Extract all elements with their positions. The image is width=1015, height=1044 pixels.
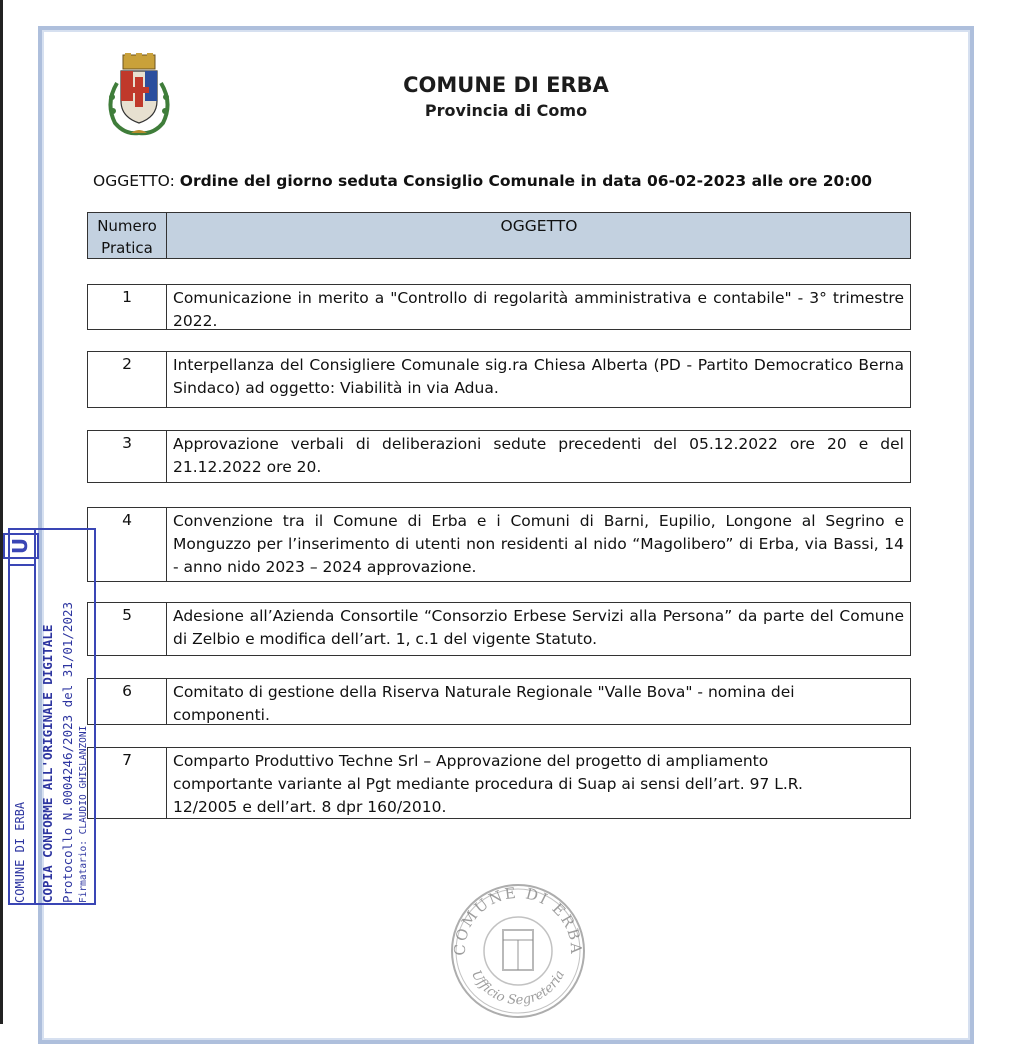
column-header-number-line2: Pratica (101, 239, 153, 257)
table-row (87, 602, 911, 656)
table-row (87, 351, 911, 408)
seal-text-top: COMUNE DI ERBA (450, 883, 586, 956)
subject-text: Ordine del giorno seduta Consiglio Comunale in data 06-02-2023 alle ore 20:00 (179, 172, 873, 190)
page-subtitle: Provincia di Como (424, 101, 588, 120)
table-row (87, 747, 911, 819)
stamp-line-copy: COPIA CONFORME ALL'ORIGINALE DIGITALE (40, 624, 55, 903)
column-header-number (88, 213, 167, 258)
subject-line (93, 172, 872, 190)
row-text: Comitato di gestione della Riserva Naturale Regionale "Valle Bova" - nomina dei componenti. (173, 683, 795, 724)
table-row (87, 507, 911, 582)
column-header-subject: OGGETTO (500, 217, 578, 235)
table-header (87, 212, 911, 259)
stamp-divider (34, 528, 36, 905)
row-text: Convenzione tra il Comune di Erba e i Comuni di Barni, Eupilio, Longone al Segrino e Monguzzo per l’inserimento di utenti non residenti al nido “Magolibero” di Erba, via Bassi, 14 - anno nido 2023 – 2024 approvazione. (173, 512, 904, 576)
row-text: Comunicazione in merito a "Controllo di regolarità amministrativa e contabile" - 3° trimestre 2022. (173, 289, 904, 330)
table-row (87, 678, 911, 725)
stamp-letter: U (3, 533, 39, 559)
row-text: Interpellanza del Consigliere Comunale sig.ra Chiesa Alberta (PD - Partito Democratico Berna Sindaco) ad oggetto: Viabilità in via Adua. (173, 356, 904, 397)
stamp-line-municipality: COMUNE DI ERBA (13, 801, 27, 903)
row-number: 1 (88, 285, 167, 329)
coat-of-arms-icon (103, 53, 175, 139)
row-text: Approvazione verbali di deliberazioni sedute precedenti del 05.12.2022 ore 20 e del 21.12.2022 ore 20. (173, 435, 904, 476)
row-text: Comparto Produttivo Techne Srl – Approvazione del progetto di ampliamento comportante variante al Pgt mediante procedura di Suap ai sensi dell’art. 97 L.R. 12/2005 e dell’art. 8 dpr 160/2010. (173, 752, 803, 816)
stamp-line-protocol: Protocollo N.0004246/2023 del 31/01/2023 (60, 601, 75, 903)
row-number: 4 (88, 508, 167, 581)
row-number: 2 (88, 352, 167, 407)
row-number: 5 (88, 603, 167, 655)
table-row (87, 430, 911, 483)
row-text: Adesione all’Azienda Consortile “Consorzio Erbese Servizi alla Persona” da parte del Comune di Zelbio e modifica dell’art. 1, c.1 del vigente Statuto. (173, 607, 904, 648)
row-number: 6 (88, 679, 167, 724)
seal-text-bottom: Ufficio Segreteria (468, 967, 568, 1009)
stamp-line-signer: Firmatario: CLAUDIO GHISLANZONI (78, 725, 89, 903)
table-row (87, 284, 911, 330)
page-left-edge (0, 0, 3, 1024)
stamp-divider (8, 564, 36, 566)
row-number: 7 (88, 748, 167, 818)
official-seal-icon (445, 878, 591, 1024)
subject-label: OGGETTO: (93, 172, 180, 190)
page-title: COMUNE DI ERBA (403, 73, 609, 97)
row-number: 3 (88, 431, 167, 482)
column-header-number-line1: Numero (97, 217, 157, 235)
